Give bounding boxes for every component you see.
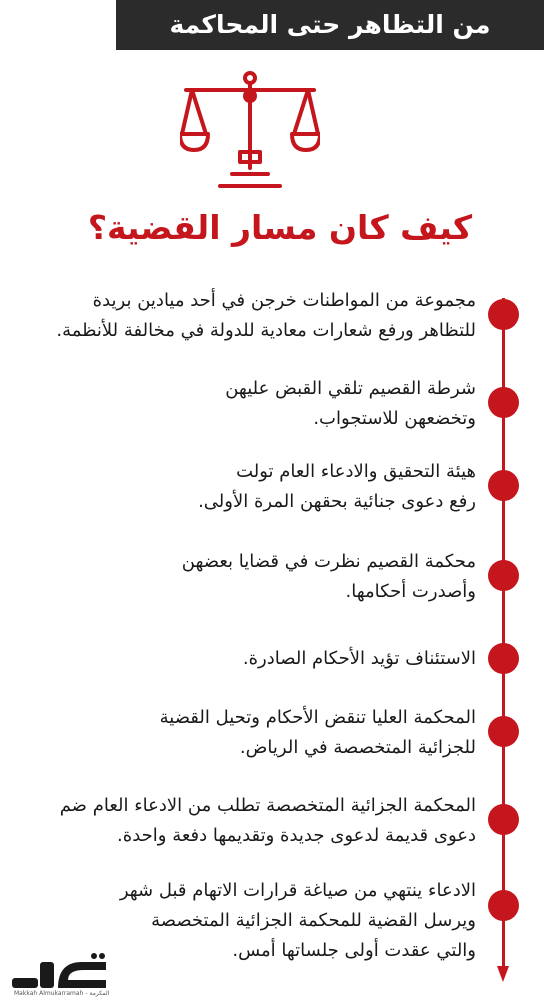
timeline-entry — [26, 791, 476, 851]
timeline-dot — [488, 470, 519, 501]
timeline-dot — [488, 560, 519, 591]
timeline-entry-line: ويرسل القضية للمحكمة الجزائية المتخصصة — [151, 910, 476, 931]
timeline-entry — [26, 457, 476, 517]
timeline-entry-line: وتخضعهن للاستجواب. — [313, 408, 476, 429]
timeline-entry-line: محكمة القصيم نظرت في قضايا بعضهن — [181, 551, 476, 572]
timeline-entry-line: للجزائية المتخصصة في الرياض. — [239, 737, 476, 758]
timeline-entry-line: للتظاهر ورفع شعارات معادية للدولة في مخالفة للأنظمة. — [56, 320, 476, 341]
question-heading: كيف كان مسار القضية؟ — [87, 208, 473, 247]
page-title: من التظاهر حتى المحاكمة — [169, 10, 491, 39]
timeline-dot — [488, 299, 519, 330]
timeline-entry-line: المحكمة العليا تنقض الأحكام وتحيل القضية — [159, 707, 476, 728]
timeline-entry — [26, 547, 476, 607]
timeline-entry-line: دعوى قديمة لدعوى جديدة وتقديمها دفعة واحدة. — [117, 825, 476, 846]
timeline-dot — [488, 716, 519, 747]
timeline-entry-line: المحكمة الجزائية المتخصصة تطلب من الادعاء العام ضم — [59, 795, 476, 816]
timeline-entry — [26, 286, 476, 346]
scales-of-justice-icon — [180, 70, 320, 194]
timeline-entry-line: والتي عقدت أولى جلساتها أمس. — [232, 940, 476, 961]
timeline-dot — [488, 804, 519, 835]
timeline-entry-line: هيئة التحقيق والادعاء العام تولت — [236, 461, 476, 482]
timeline-entry — [26, 374, 476, 434]
logo-subtitle: Makkah Almukarramah - المكرمة — [14, 990, 110, 997]
timeline-entry-line: شرطة القصيم تلقي القبض عليهن — [225, 378, 476, 399]
timeline-entry — [26, 644, 476, 674]
timeline-dot — [488, 643, 519, 674]
timeline-entry — [26, 703, 476, 763]
timeline-dot — [488, 890, 519, 921]
timeline-arrow-icon — [497, 966, 509, 982]
timeline-entry-line: مجموعة من المواطنات خرجن في أحد ميادين بريدة — [92, 290, 476, 311]
timeline-dot — [488, 387, 519, 418]
timeline-entry-line: وأصدرت أحكامها. — [345, 581, 476, 602]
timeline-entry-line: الاستئناف تؤيد الأحكام الصادرة. — [242, 648, 476, 669]
timeline-entry-line: الادعاء ينتهي من صياغة قرارات الاتهام قبل شهر — [119, 880, 476, 901]
timeline-entry-line: رفع دعوى جنائية بحقهن المرة الأولى. — [198, 491, 476, 512]
